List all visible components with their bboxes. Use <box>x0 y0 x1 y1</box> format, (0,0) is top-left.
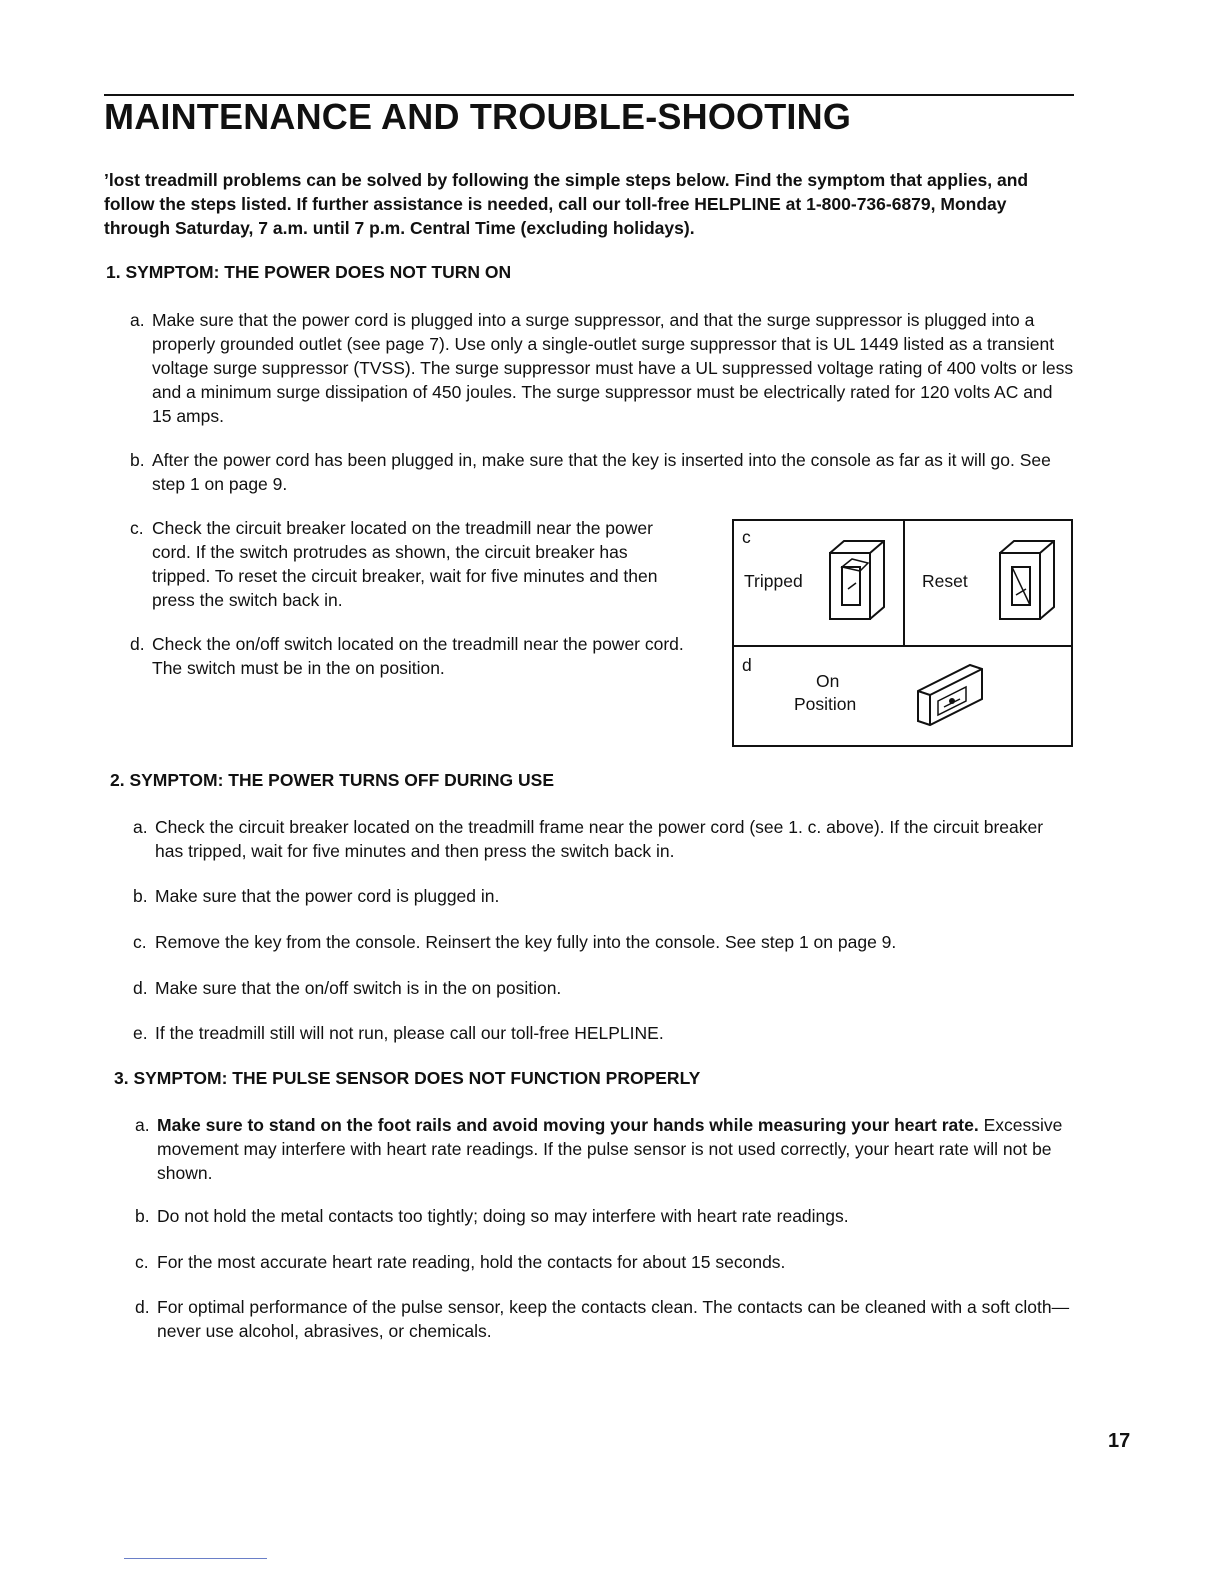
symptom-3-item-d <box>135 1295 1070 1343</box>
item-letter: c. <box>135 1252 149 1272</box>
item-letter: d. <box>135 1297 150 1317</box>
page-title: MAINTENANCE AND TROUBLE-SHOOTING <box>104 96 852 137</box>
symptom-3-item-a <box>135 1113 1070 1185</box>
item-text: For the most accurate heart rate reading, hold the contacts for about 15 seconds. <box>157 1252 786 1272</box>
item-text: Make sure that the on/off switch is in the on position. <box>155 978 562 998</box>
item-text: Check the on/off switch located on the treadmill near the power cord. The switch must be in the on position. <box>152 634 684 678</box>
symptom-1-item-c <box>130 516 690 612</box>
symptom-3-heading: 3. SYMPTOM: THE PULSE SENSOR DOES NOT FUNCTION PROPERLY <box>114 1068 701 1088</box>
on-label: On <box>816 671 840 691</box>
item-letter: b. <box>135 1206 150 1226</box>
item-letter: b. <box>130 450 145 470</box>
item-letter: a. <box>135 1115 150 1135</box>
item-text: Do not hold the metal contacts too tightly; doing so may interfere with heart rate readings. <box>157 1206 849 1226</box>
reset-label: Reset <box>922 571 968 591</box>
item-letter: a. <box>130 310 145 330</box>
item-letter: a. <box>133 817 148 837</box>
tripped-breaker-icon <box>828 539 888 625</box>
symptom-1-heading: 1. SYMPTOM: THE POWER DOES NOT TURN ON <box>106 262 512 282</box>
item-letter: c. <box>130 518 144 538</box>
symptom-2-heading: 2. SYMPTOM: THE POWER TURNS OFF DURING USE <box>110 770 555 790</box>
position-label: Position <box>794 694 857 714</box>
item-text: Check the circuit breaker located on the treadmill near the power cord. If the switch protrudes as shown, the circuit breaker has tripped. To reset the circuit breaker, wait for five minutes and then press the switch back in. <box>152 518 658 610</box>
tripped-label: Tripped <box>744 571 803 591</box>
symptom-3-item-b <box>135 1204 1070 1228</box>
symptom-3-item-c <box>135 1250 1070 1274</box>
switch-figure <box>732 519 1073 747</box>
page-number: 17 <box>1108 1430 1131 1452</box>
symptom-2-item-c <box>133 930 1073 954</box>
item-text: If the treadmill still will not run, please call our toll-free HELPLINE. <box>155 1023 664 1043</box>
figure-divider-horizontal <box>734 645 1071 647</box>
item-text: Check the circuit breaker located on the treadmill frame near the power cord (see 1. c. above). If the circuit breaker has tripped, wait for five minutes and then press the switch back in. <box>155 817 1044 861</box>
item-body: Excessive movement may interfere with heart rate readings. If the pulse sensor is not used correctly, your heart rate will not be shown. <box>157 1115 1063 1183</box>
figure-label-d: d <box>742 655 752 675</box>
item-text: Make sure that the power cord is plugged in. <box>155 886 500 906</box>
symptom-1-item-d <box>130 632 690 680</box>
item-text: After the power cord has been plugged in, make sure that the key is inserted into the console as far as it will go. See step 1 on page 9. <box>152 450 1051 494</box>
symptom-1-item-a <box>130 308 1075 428</box>
item-letter: c. <box>133 932 147 952</box>
item-bold-lead: Make sure to stand on the foot rails and avoid moving your hands while measuring your heart rate. <box>157 1115 979 1135</box>
symptom-2-item-d <box>133 976 1073 1000</box>
symptom-2-item-e <box>133 1021 1073 1045</box>
item-letter: d. <box>133 978 148 998</box>
item-text <box>157 1113 1070 1185</box>
symptom-2-item-b <box>133 884 1073 908</box>
item-letter: b. <box>133 886 148 906</box>
figure-label-c: c <box>742 527 751 547</box>
symptom-1-item-b <box>130 448 1075 496</box>
symptom-2-item-a <box>133 815 1073 863</box>
on-off-switch-icon <box>914 661 988 729</box>
item-text: Make sure that the power cord is plugged into a surge suppressor, and that the surge suppressor is plugged into a properly grounded outlet (see page 7). Use only a single-outlet surge suppressor that is UL 1449 listed as a transient voltage surge suppressor (TVSS). The surge suppressor must have a UL suppressed voltage rating of 400 volts or less and a minimum surge dissipation of 450 joules. The surge suppressor must be electrically rated for 120 volts AC and 15 amps. <box>152 310 1074 426</box>
reset-breaker-icon <box>998 539 1058 625</box>
item-letter: d. <box>130 634 145 654</box>
figure-divider-vertical <box>903 521 905 645</box>
item-text: Remove the key from the console. Reinsert the key fully into the console. See step 1 on page 9. <box>155 932 897 952</box>
item-text: For optimal performance of the pulse sensor, keep the contacts clean. The contacts can be cleaned with a soft cloth—never use alcohol, abrasives, or chemicals. <box>157 1297 1070 1341</box>
item-letter: e. <box>133 1023 148 1043</box>
footer-line <box>124 1558 267 1559</box>
intro-paragraph: ’lost treadmill problems can be solved by following the simple steps below. Find the symptom that applies, and follow the steps listed. If further assistance is needed, call our toll-free HELPLINE at 1-800-736-6879, Monday through Saturday, 7 a.m. until 7 p.m. Central Time (excluding holidays). <box>104 170 1029 238</box>
